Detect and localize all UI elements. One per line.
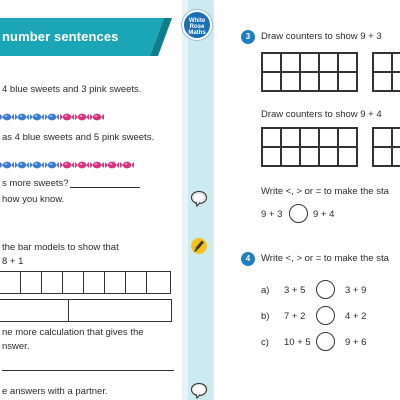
pink-sweet xyxy=(120,156,134,164)
q4-row-circle[interactable] xyxy=(316,280,335,299)
q4-row-label: c) xyxy=(261,337,269,348)
blue-sweet xyxy=(15,156,29,164)
q4-row-circle[interactable] xyxy=(316,332,335,351)
q4-row-left: 7 + 2 xyxy=(284,311,306,322)
q3-instruction-a: Draw counters to show 9 + 3 xyxy=(261,31,382,42)
blue-sweet xyxy=(30,108,44,116)
pink-sweet xyxy=(60,156,74,164)
q4-row-circle[interactable] xyxy=(316,306,335,325)
answer-line-2[interactable] xyxy=(2,370,174,371)
bar-model-bottom[interactable] xyxy=(0,299,172,322)
question-line-6: 8 + 1 xyxy=(2,256,24,267)
question-line-3: s more sweets? xyxy=(2,178,69,189)
question-line-5: the bar models to show that xyxy=(2,242,119,253)
question-line-9: e answers with a partner. xyxy=(2,386,108,397)
blue-sweet xyxy=(45,108,59,116)
q3-compare-left: 9 + 3 xyxy=(261,209,283,220)
q4-row-right: 3 + 9 xyxy=(345,285,367,296)
ten-frame-1b[interactable] xyxy=(372,52,400,92)
pink-sweet xyxy=(60,108,74,116)
q4-row-right: 9 + 6 xyxy=(345,337,367,348)
q4-instruction: Write <, > or = to make the sta xyxy=(261,253,389,264)
q4-row-left: 3 + 5 xyxy=(284,285,306,296)
ten-frame-2a[interactable] xyxy=(261,127,358,167)
q3-instruction-c: Write <, > or = to make the sta xyxy=(261,186,389,197)
blue-sweet xyxy=(30,156,44,164)
q4-row-label: b) xyxy=(261,311,270,322)
q4-row-right: 4 + 2 xyxy=(345,311,367,322)
ten-frame-1a[interactable] xyxy=(261,52,358,92)
blue-sweet xyxy=(0,156,14,164)
q3-compare-right: 9 + 4 xyxy=(313,209,335,220)
question-line-1: 4 blue sweets and 3 pink sweets. xyxy=(2,84,142,95)
left-page xyxy=(0,0,182,400)
question-line-8: nswer. xyxy=(2,341,30,352)
white-rose-maths-logo: White Rose Maths xyxy=(182,10,212,40)
q4-row-label: a) xyxy=(261,285,270,296)
pink-sweet xyxy=(105,156,119,164)
q3-instruction-b: Draw counters to show 9 + 4 xyxy=(261,109,382,120)
title-banner xyxy=(0,18,170,56)
blue-sweet xyxy=(45,156,59,164)
question-line-2: as 4 blue sweets and 5 pink sweets. xyxy=(2,132,155,143)
question-line-4: how you know. xyxy=(2,194,65,205)
pencil-icon xyxy=(190,237,208,255)
blue-sweet xyxy=(0,108,14,116)
blue-sweet xyxy=(15,108,29,116)
speech-bubble-icon xyxy=(190,190,208,208)
pink-sweet xyxy=(90,156,104,164)
pink-sweet xyxy=(90,108,104,116)
pink-sweet xyxy=(75,156,89,164)
pink-sweet xyxy=(75,108,89,116)
margin-strip-edge xyxy=(182,0,188,400)
question-number-3: 3 xyxy=(241,30,255,44)
bar-model-top[interactable] xyxy=(0,271,171,294)
question-number-4: 4 xyxy=(241,252,255,266)
ten-frame-2b[interactable] xyxy=(372,127,400,167)
banner-title: number sentences xyxy=(2,29,119,44)
q4-row-left: 10 + 5 xyxy=(284,337,311,348)
question-line-7: ne more calculation that gives the xyxy=(2,327,144,338)
speech-bubble-icon-bottom xyxy=(190,382,208,400)
right-page xyxy=(214,0,400,400)
q3-compare-circle[interactable] xyxy=(289,204,308,223)
answer-line-1[interactable] xyxy=(70,187,140,188)
